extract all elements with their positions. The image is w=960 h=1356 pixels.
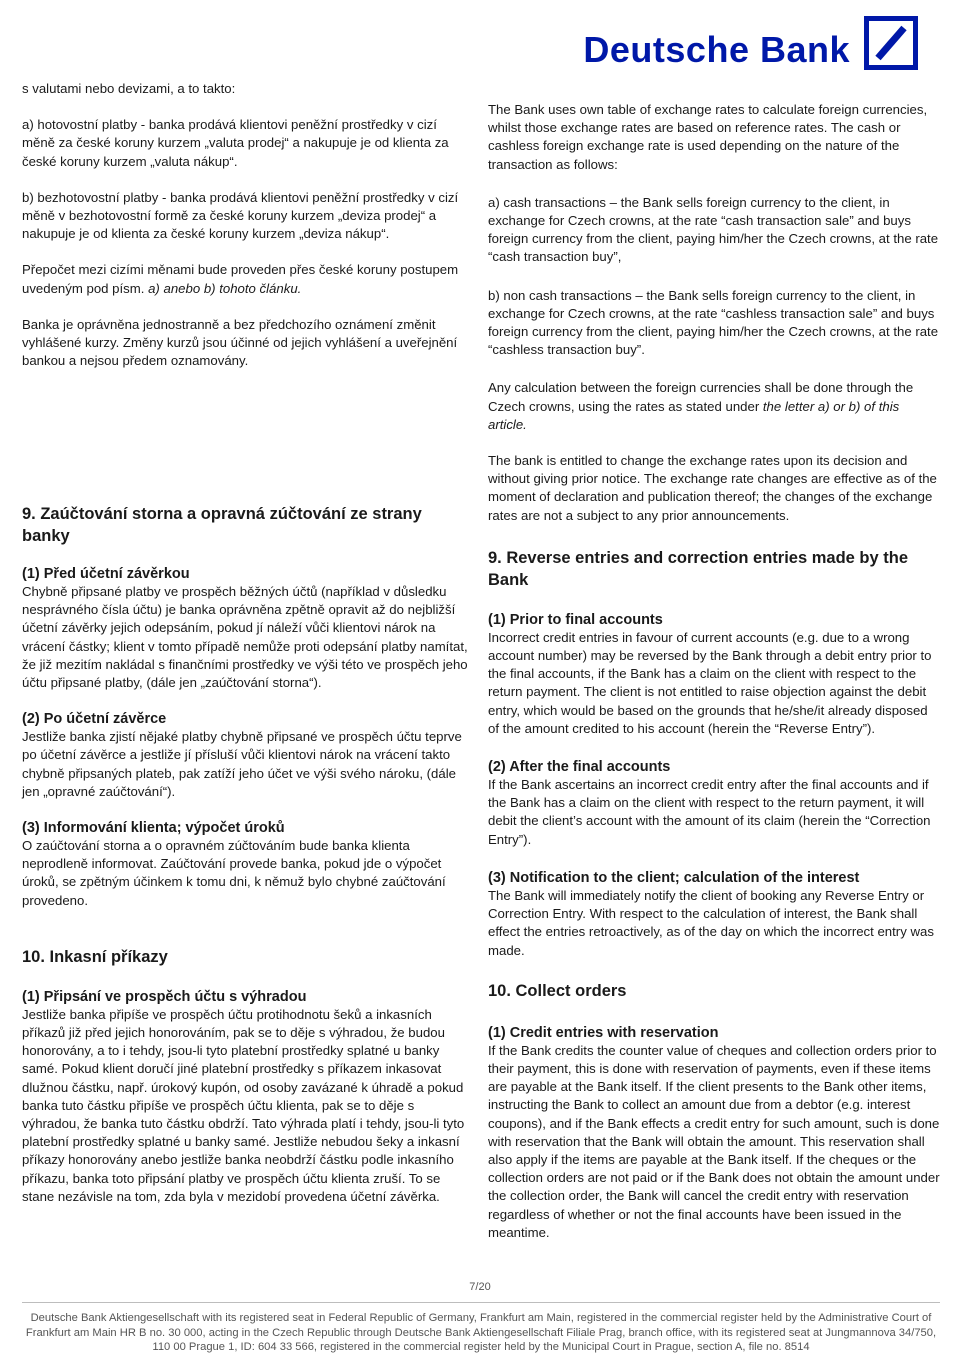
paragraph: a) cash transactions – the Bank sells foreign currency to the client, in exchange for Czech crowns, at the rate “cash transaction sale” and buys foreign currency from the client, paying him/her the Czech crowns, at the rate “cash transaction buy”, [488,194,939,265]
section-9-title: 9. Reverse entries and correction entries made by the Bank [488,548,909,589]
paragraph: Incorrect credit entries in favour of current accounts (e.g. due to a wrong account number) may be reversed by the Bank through a debit entry prior to the final accounts, if the Bank has a claim on the client with respect to the return payment. The client is not entitled to raise objection against the debit entry, which would be based on the grounds that he/she/it already disposed of the amount credited to his account (herein the “Reverse Entry”). [488,629,932,736]
subsection-title: (1) Před účetní závěrkou [22,566,190,582]
paragraph: b) bezhotovostní platby - banka prodává klientovi peněžní prostředky v cizí měně v bezhotovostní formě za české koruny kurzem „deviza prodej“ a nakupuje je od klienta za české koruny kurzem „deviza nákup“. [22,189,459,242]
subsection-title: (2) Po účetní závěrce [22,711,167,728]
left-column-intro [22,80,472,370]
paragraph [488,379,940,434]
text-span: Přepočet mezi cizími měnami bude proveden přes české koruny postupem uvedeným pod písm. [22,262,459,296]
subsection-title: (3) Notification to the client; calculation of the interest [488,869,860,886]
paragraph: s valutami nebo devizami, a to takto: [22,81,236,96]
paragraph: The bank is entitled to change the exchange rates upon its decision and without giving prior notice. The exchange rate changes are effective as of the moment of declaration and publication thereof; the changes of the exchange rates are not a subject to any prior announcements. [488,453,937,523]
paragraph: Jestliže banka připíše ve prospěch účtu protihodnotu šeků a inkasních příkazů již před jejich honorováním, pak se to děje s výhradou, že budou honorovány, a to i tehdy, jsou-li tyto platební prostředky splatné u banky samé. Pokud klient doručí jiné platební prostředky s příkazem inkasovat dlužnou částku, např. úrokový kupón, od osoby zavázané k úhradě a pokud banka tuto částku připíše ve prospěch účtu klienta, pak se to děje s výhradou, že banka tuto částku obdrží. Tato výhrada platí i tehdy, jsou-li tyto platební prostředky splatné u banky samé. Jestliže nebudou šeky a inkasní příkazy honorovány anebo jestliže banka neobdrží částku podle inkasního příkazu, banka toto připsání platby ve prospěch účtu klienta zruší. To se stane nezávisle na tom, zda byla v mezidobí provedena účetní závěrka. [22,1006,465,1204]
paragraph: Chybně připsané platby ve prospěch běžných účtů (například v důsledku nesprávného čísla účtu) je banka oprávněna zpětně opravit až do nejbližší účetní závěrky jejich odepsáním, pokud jí náleží vůči klientovi nárok na vrácení částky; klient v tomto případě nemůže proti odepsání platby namítat, že již mezitím nakládal s finančními prostředky ve výši této ve prospěch jeho účtu připsané platby, (dále jen „zaúčtování storna“). [22,584,468,691]
subsection-title: (1) Připsání ve prospěch účtu s výhradou [22,988,307,1005]
text-span: Any calculation between the foreign currencies shall be done through the Czech crowns, using the rates as stated under [488,380,914,414]
section-9-title: 9. Zaúčtování storna a opravná zúčtování ze strany banky [22,505,422,545]
subsection-title: (2) After the final accounts [488,759,671,776]
left-column-sections [22,503,472,1206]
subsection-title: (1) Prior to final accounts [488,611,663,628]
paragraph: If the Bank credits the counter value of cheques and collection orders prior to their payment, this is done with reservation of payments, even if these items are payable at the Bank itself. If the client presents to the Bank other items, instructing the Bank to collect an amount due from a debtor (e.g. interest coupons), and if the Bank effects a credit entry for such amount, such is done with reservation that the Bank will obtain the amount. This reservation shall also apply if the items are payable at the Bank itself. If the cheques or the collection orders are not paid or if the Bank does not obtain the amount under the collection order, the Bank will cancel the credit entry with reservation regardless of whether or not the final accounts have been issued in the meantime. [488,1042,940,1240]
footer-divider [22,1302,940,1303]
italic-text: a) anebo b) tohoto článku. [148,280,302,296]
paragraph: Jestliže banka zjistí nějaké platby chybně připsané ve prospěch účtu teprve po účetní závěrce a jestliže jí přísluší vůči klientovi nárok na vrácení takto chybně připsaných plateb, pak zatíží jeho účet ve výši svého nároku, (dále jen „opravné zaúčtování“). [22,729,462,799]
section-10-title: 10. Inkasní příkazy [22,947,168,966]
paragraph: a) hotovostní platby - banka prodává klientovi peněžní prostředky v cizí měně za české koruny kurzem „valuta prodej“ a nakupuje je od klienta za české koruny kurzem „valuta nákup“. [22,117,449,169]
page-number: 7/20 [469,1281,491,1293]
deutsche-bank-logo [583,8,918,70]
section-10-title: 10. Collect orders [488,981,627,1000]
subsection-title: (3) Informování klienta; výpočet úroků [22,820,285,837]
paragraph: O zaúčtování storna a o opravném zúčtováním bude banka klienta neprodleně informovat. Zaúčtování provede banka, pokud jde o výpočet úroků, se zpětným účinkem k tomu dni, k němuž bylo chybné zaúčtování provedeno. [22,838,446,908]
subsection-title: (1) Credit entries with reservation [488,1024,719,1041]
paragraph: The Bank uses own table of exchange rates to calculate foreign currencies, whilst those exchange rates are based on reference rates. The cash or cashless foreign exchange rate is used depending on the nature of the transaction as follows: [488,102,928,172]
deutsche-bank-slash-icon [864,16,918,70]
paragraph: The Bank will immediately notify the client of booking any Reverse Entry or Correction Entry. With respect to the calculation of interest, the Bank shall effect the entries retroactively, as of the day on which the incorrect entry was made. [488,887,934,958]
paragraph: b) non cash transactions – the Bank sells foreign currency to the client, in exchange for Czech crowns, at the rate “cashless transaction sale” and buys foreign currency from the client, paying him/her the Czech crowns, at the rate “cashless transaction buy”. [488,287,939,358]
footer-legal-text: Deutsche Bank Aktiengesellschaft with its registered seat in Federal Republic of Germany, Frankfurt am Main, registered in the commercial register held by the Administrative Court of Frankfurt am Main HR B no. 30 000, acting in the Czech Republic through Deutsche Bank Aktiengesellschaft Filiale Prag, branch office, with its registered seat at Jungmannova 34/750, 110 00 Prague 1, ID: 604 33 566, registered in the commercial register held by the Municipal Court in Prague, section A, file no. 8514 [25,1312,937,1354]
italic-text: the letter a) or b) of this article. [488,398,900,432]
right-column-intro [488,101,940,1242]
paragraph: Banka je oprávněna jednostranně a bez předchozího oznámení změnit vyhlášené kurzy. Změny kurzů jsou účinné od jejich vyhlášení a uveřejnění bankou a nejsou předem oznamovány. [22,316,458,369]
paragraph [22,261,472,297]
paragraph: If the Bank ascertains an incorrect credit entry after the final accounts and if the Bank has a claim on the client with respect to the return payment, it will debit the client’s account with the amount of its claim (herein the “Correction Entry”). [488,777,931,847]
logo-text: Deutsche Bank [583,29,850,70]
